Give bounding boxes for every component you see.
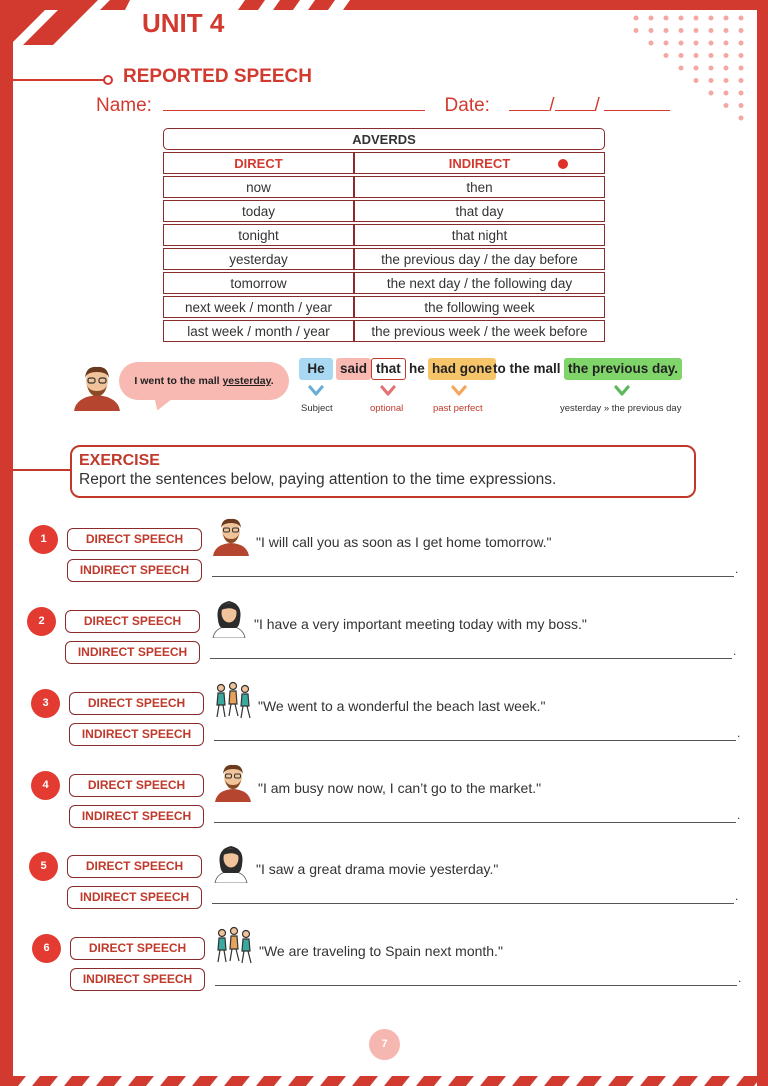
token-had-gone: had gone	[428, 358, 496, 380]
token-he: he	[409, 361, 425, 376]
chevron-down-icon	[380, 385, 396, 397]
token-said: said	[336, 358, 371, 380]
woman-avatar-icon	[209, 598, 249, 638]
table-header-indirect	[354, 152, 605, 174]
man-avatar-icon	[211, 516, 251, 556]
item-number-badge: 6	[32, 934, 61, 963]
table-row	[163, 296, 605, 318]
topic-line	[13, 79, 105, 81]
answer-period: .	[737, 726, 741, 740]
caption-subject: Subject	[301, 403, 333, 414]
group-avatar-icon	[213, 680, 253, 720]
name-label: Name:	[96, 95, 152, 116]
answer-period: .	[738, 971, 742, 985]
direct-speech-quote: "We went to a wonderful the beach last week."	[258, 698, 546, 714]
direct-speech-quote: "I am busy now now, I can’t go to the market."	[258, 780, 542, 796]
chevron-down-icon	[614, 385, 630, 397]
indirect-speech-answer-line[interactable]	[215, 985, 737, 986]
direct-speech-label: DIRECT SPEECH	[70, 937, 205, 960]
direct-speech-quote: "I have a very important meeting today with my boss."	[254, 616, 587, 632]
direct-speech-label: DIRECT SPEECH	[67, 528, 202, 551]
top-stripe-border	[0, 0, 768, 10]
indirect-speech-label: INDIRECT SPEECH	[69, 723, 204, 746]
table-cell-indirect: then	[354, 176, 605, 198]
item-number-badge: 4	[31, 771, 60, 800]
token-to-the-mall: to the mall	[493, 361, 561, 376]
date-separator: /	[549, 95, 555, 116]
table-row	[163, 248, 605, 270]
indirect-speech-label: INDIRECT SPEECH	[69, 805, 204, 828]
caption-yesterday-map: yesterday » the previous day	[560, 403, 682, 414]
table-cell-direct: tonight	[163, 224, 354, 246]
adverbs-table	[163, 126, 605, 344]
direct-speech-quote: "I saw a great drama movie yesterday."	[256, 861, 499, 877]
page-number: 7	[369, 1029, 400, 1060]
indirect-speech-answer-line[interactable]	[214, 822, 736, 823]
exercise-title: EXERCISE	[79, 452, 160, 469]
name-date-row	[96, 93, 670, 117]
table-cell-direct: tomorrow	[163, 272, 354, 294]
indirect-speech-answer-line[interactable]	[214, 740, 736, 741]
name-field[interactable]	[163, 93, 425, 111]
table-cell-indirect: that night	[354, 224, 605, 246]
indirect-speech-answer-line[interactable]	[212, 576, 734, 577]
table-cell-direct: next week / month / year	[163, 296, 354, 318]
indirect-speech-label: INDIRECT SPEECH	[65, 641, 200, 664]
chevron-down-icon	[308, 385, 324, 397]
speech-bubble	[119, 362, 289, 400]
date-label: Date:	[444, 95, 490, 116]
direct-speech-label: DIRECT SPEECH	[69, 774, 204, 797]
indirect-speech-answer-line[interactable]	[212, 903, 734, 904]
item-number-badge: 2	[27, 607, 56, 636]
exercise-item	[0, 933, 768, 1013]
exercise-instruction: Report the sentences below, paying attention to the time expressions.	[79, 471, 557, 488]
indirect-speech-label: INDIRECT SPEECH	[70, 968, 205, 991]
man-avatar-icon	[72, 363, 122, 413]
indirect-speech-label: INDIRECT SPEECH	[67, 559, 202, 582]
item-number-badge: 5	[29, 852, 58, 881]
chevron-down-icon	[451, 385, 467, 397]
table-cell-direct: last week / month / year	[163, 320, 354, 342]
table-cell-indirect: that day	[354, 200, 605, 222]
direct-speech-label: DIRECT SPEECH	[65, 610, 200, 633]
table-row	[163, 320, 605, 342]
topic-dot	[103, 75, 113, 85]
table-cell-direct: now	[163, 176, 354, 198]
item-number-badge: 1	[29, 525, 58, 554]
table-cell-direct: today	[163, 200, 354, 222]
bottom-stripe-border	[0, 1076, 768, 1086]
direct-speech-quote: "We are traveling to Spain next month."	[259, 943, 503, 959]
table-cell-indirect: the following week	[354, 296, 605, 318]
exercise-box	[70, 445, 696, 498]
table-title: ADVERDS	[163, 128, 605, 150]
table-row	[163, 200, 605, 222]
bubble-underlined-word: yesterday	[222, 375, 271, 387]
date-separator: /	[594, 95, 600, 116]
exercise-item	[0, 688, 768, 768]
direct-speech-label: DIRECT SPEECH	[67, 855, 202, 878]
table-cell-direct: yesterday	[163, 248, 354, 270]
caption-optional: optional	[370, 403, 404, 414]
answer-period: .	[735, 562, 739, 576]
table-cell-indirect: the previous day / the day before	[354, 248, 605, 270]
topic-title: REPORTED SPEECH	[123, 66, 312, 87]
direct-speech-quote: "I will call you as soon as I get home tomorrow."	[256, 534, 552, 550]
table-cell-indirect: the previous week / the week before	[354, 320, 605, 342]
example-section	[0, 355, 768, 425]
indirect-speech-label: INDIRECT SPEECH	[67, 886, 202, 909]
token-that: that	[371, 358, 406, 380]
exercise-item	[0, 770, 768, 850]
answer-period: .	[735, 889, 739, 903]
date-month-field[interactable]	[555, 93, 595, 111]
exercise-item	[0, 524, 768, 604]
dot-pattern-decoration	[632, 14, 756, 134]
table-row	[163, 272, 605, 294]
man-avatar-icon	[213, 762, 253, 802]
exercise-line	[13, 469, 71, 471]
red-dot-icon	[558, 159, 568, 169]
answer-period: .	[737, 808, 741, 822]
date-day-field[interactable]	[509, 93, 549, 111]
exercise-item	[0, 851, 768, 931]
table-cell-indirect: the next day / the following day	[354, 272, 605, 294]
group-avatar-icon	[214, 925, 254, 965]
indirect-speech-answer-line[interactable]	[210, 658, 732, 659]
table-row	[163, 224, 605, 246]
table-header-direct: DIRECT	[163, 152, 354, 174]
unit-title: UNIT 4	[142, 8, 225, 38]
corner-stripes	[13, 0, 103, 50]
exercise-item	[0, 606, 768, 686]
direct-speech-label: DIRECT SPEECH	[69, 692, 204, 715]
bubble-text: I went to the mall	[134, 375, 223, 387]
table-row	[163, 176, 605, 198]
token-subject: He	[299, 358, 333, 380]
token-previous-day: the previous day.	[564, 358, 682, 380]
bubble-period: .	[270, 375, 274, 387]
answer-period: .	[733, 644, 737, 658]
item-number-badge: 3	[31, 689, 60, 718]
table-header-indirect-label: INDIRECT	[448, 155, 511, 171]
caption-past-perfect: past perfect	[433, 403, 483, 414]
woman-avatar-icon	[211, 843, 251, 883]
